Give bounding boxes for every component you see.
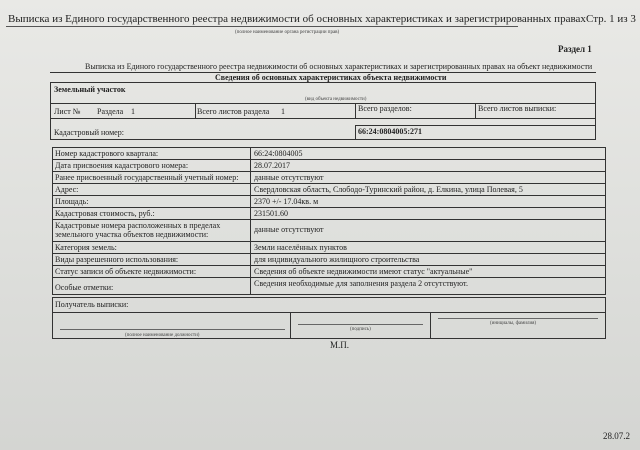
object-row-line-2 (50, 118, 596, 119)
object-sep-3 (475, 103, 476, 118)
row-label: Кадастровая стоимость, руб.: (55, 209, 155, 218)
table-line-3 (52, 183, 606, 184)
total-sheets-value: 1 (281, 107, 285, 116)
recipient-sep-1 (290, 312, 291, 339)
row-label: Ранее присвоенный государственный учетный номер: (55, 173, 239, 182)
row-label: Виды разрешенного использования: (55, 255, 179, 264)
section-number-value: 1 (131, 107, 135, 116)
row-label: Номер кадастрового квартала: (55, 149, 159, 158)
document-subtitle: Выписка из Единого государственного реестра недвижимости об основных характеристиках и зарегистрированных правах на объект недвижимости (85, 62, 593, 71)
total-sections-label: Всего разделов: (358, 104, 412, 113)
org-note: (полное наименование органа регистрации прав) (235, 30, 340, 35)
row-value: 66:24:0804005 (254, 149, 303, 158)
row-value: данные отсутствуют (254, 173, 324, 182)
row-value: 28.07.2017 (254, 161, 290, 170)
stamp-place: М.П. (330, 340, 350, 350)
position-underline (60, 329, 285, 330)
total-sheets-label: Всего листов раздела (197, 107, 270, 116)
table-line-9 (52, 265, 606, 266)
object-sep-2 (355, 103, 356, 118)
table-line-5 (52, 207, 606, 208)
table-line-1 (52, 159, 606, 160)
row-label: Дата присвоения кадастрового номера: (55, 161, 189, 170)
name-note: (инициалы, фамилия) (490, 321, 537, 326)
row-value: Сведения об объекте недвижимости имеют статус "актуальные" (254, 267, 473, 276)
row-label: Особые отметки: (55, 283, 114, 292)
row-label: Площадь: (55, 197, 89, 206)
table-column-separator (250, 147, 251, 295)
section-number-label: Раздела (97, 107, 124, 116)
row-value: 231501.60 (254, 209, 288, 218)
cadastral-number-value: 66:24:0804005:271 (358, 127, 422, 136)
position-note: (полное наименование должности) (125, 333, 200, 338)
sheet-number-label: Лист № (54, 107, 81, 116)
row-value: 2370 +/- 17.04кв. м (254, 197, 319, 206)
table-line-7 (52, 241, 606, 242)
section-title: Сведения об основных характеристиках объекта недвижимости (215, 73, 447, 82)
cadastral-top-line (355, 125, 596, 126)
row-value: данные отсутствуют (254, 225, 324, 234)
object-sep-1 (195, 103, 196, 118)
row-label: Статус записи об объекте недвижимости: (55, 267, 197, 276)
page-number: Стр. 1 из 3 (586, 13, 636, 25)
row-label: Адрес: (55, 185, 79, 194)
row-label: Кадастровые номера расположенных в пределах земельного участка объектов недвижимости: (55, 221, 221, 239)
row-value: для индивидуального жилищного строительства (254, 255, 420, 264)
cadastral-number-label: Кадастровый номер: (54, 128, 124, 137)
row-value: Сведения необходимые для заполнения раздела 2 отсутствуют. (254, 279, 468, 288)
table-line-2 (52, 171, 606, 172)
object-type-note: (вид объекта недвижимости) (305, 97, 367, 102)
name-underline (438, 318, 598, 319)
row-label: Категория земель: (55, 243, 117, 252)
footer-date: 28.07.2 (603, 431, 630, 441)
recipient-label: Получатель выписки: (55, 300, 129, 309)
document-header-title: Выписка из Единого государственного реестра недвижимости об основных характеристиках и зарегистрированных правах (8, 13, 586, 25)
row-value: Свердловская область, Слободо-Туринский район, д. Елкина, улица Полевая, 5 (254, 185, 523, 194)
total-pages-label: Всего листов выписки: (478, 104, 557, 113)
table-line-4 (52, 195, 606, 196)
signature-underline (298, 324, 423, 325)
table-line-8 (52, 253, 606, 254)
cadastral-sep (355, 125, 356, 140)
signature-note: (подпись) (350, 327, 371, 332)
recipient-sep-2 (430, 312, 431, 339)
object-type: Земельный участок (54, 85, 126, 94)
recipient-line (52, 312, 606, 313)
header-underline (6, 26, 518, 27)
row-value: Земли населённых пунктов (254, 243, 347, 252)
table-line-10 (52, 277, 606, 278)
section-label: Раздел 1 (558, 44, 592, 54)
table-line-6 (52, 219, 606, 220)
